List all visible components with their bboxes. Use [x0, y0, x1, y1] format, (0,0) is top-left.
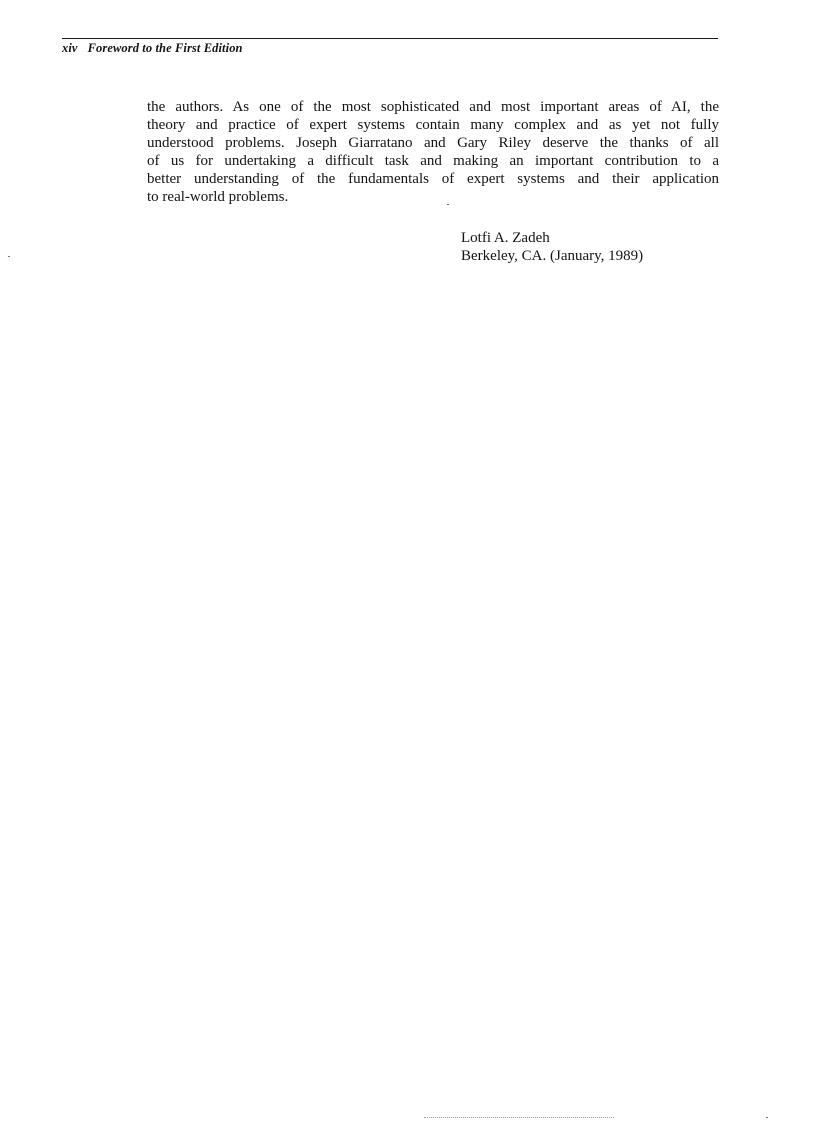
body-line: better understanding of the fundamentals of expert systems and their application [147, 171, 719, 187]
page-number: xiv [62, 41, 78, 55]
scan-speck [8, 256, 10, 257]
place-date: Berkeley, CA. (January, 1989) [461, 248, 644, 264]
body-line: of us for undertaking a difficult task and making an important contribution to a [147, 153, 719, 169]
running-head [62, 41, 243, 56]
signature-block [461, 229, 643, 265]
scan-speck [766, 1117, 768, 1118]
body-line: theory and practice of expert systems contain many complex and as yet not fully [147, 117, 719, 133]
header-rule [62, 38, 718, 39]
body-line: to real-world problems. [147, 189, 289, 205]
author-name: Lotfi A. Zadeh [461, 230, 550, 246]
body-paragraph [147, 98, 719, 206]
section-title: Foreword to the First Edition [87, 41, 243, 55]
body-line: the authors. As one of the most sophisticated and most important areas of AI, the [147, 99, 719, 115]
scan-speck [447, 204, 449, 205]
scan-noise [424, 1117, 614, 1119]
body-line: understood problems. Joseph Giarratano and Gary Riley deserve the thanks of all [147, 135, 719, 151]
